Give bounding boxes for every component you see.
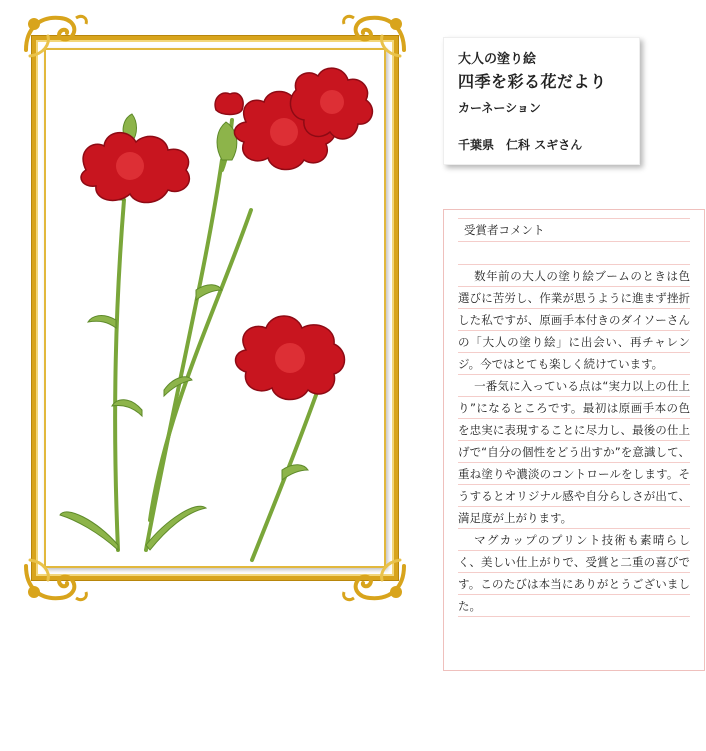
- series-title: 四季を彩る花だより: [458, 72, 607, 91]
- comment-paragraph: 数年前の大人の塗り絵ブームのときは色選びに苦労し、作業が思うように進まず挫折した私ですが、原画手本付きのダイソーさんの「大人の塗り絵」に出会い、再チャレンジ。今ではとても楽しく続けています。: [458, 265, 690, 375]
- comment-paragraph: 一番気に入っている点は“実力以上の仕上り”になるところです。最初は原画手本の色を忠実に表現することに尽力し、最後の仕上げで“自分の個性をどう出すか”を意識して、重ね塗りや濃淡のコントロールをします。そうするとオリジナル感や自分らしさが出て、満足度が上がります。: [458, 375, 690, 529]
- carnation-illustration: [46, 50, 384, 566]
- flower-name: カーネーション: [458, 101, 541, 115]
- winner-comment-box: [443, 209, 705, 671]
- gold-picture-frame: [20, 10, 410, 606]
- comment-body: [458, 218, 690, 617]
- author-line: [458, 136, 625, 153]
- author-prefecture: 千葉県: [458, 138, 495, 152]
- author-name: 仁科 スギさん: [506, 138, 583, 152]
- comment-heading: 受賞者コメント: [458, 218, 690, 242]
- comment-divider: [458, 242, 690, 265]
- series-name: 大人の塗り絵: [458, 52, 537, 67]
- comment-paragraph: マグカップのプリント技術も素晴らしく、美しい仕上がりで、受賞と二重の喜びです。このたびは本当にありがとうございました。: [458, 529, 690, 617]
- title-card: [443, 37, 640, 165]
